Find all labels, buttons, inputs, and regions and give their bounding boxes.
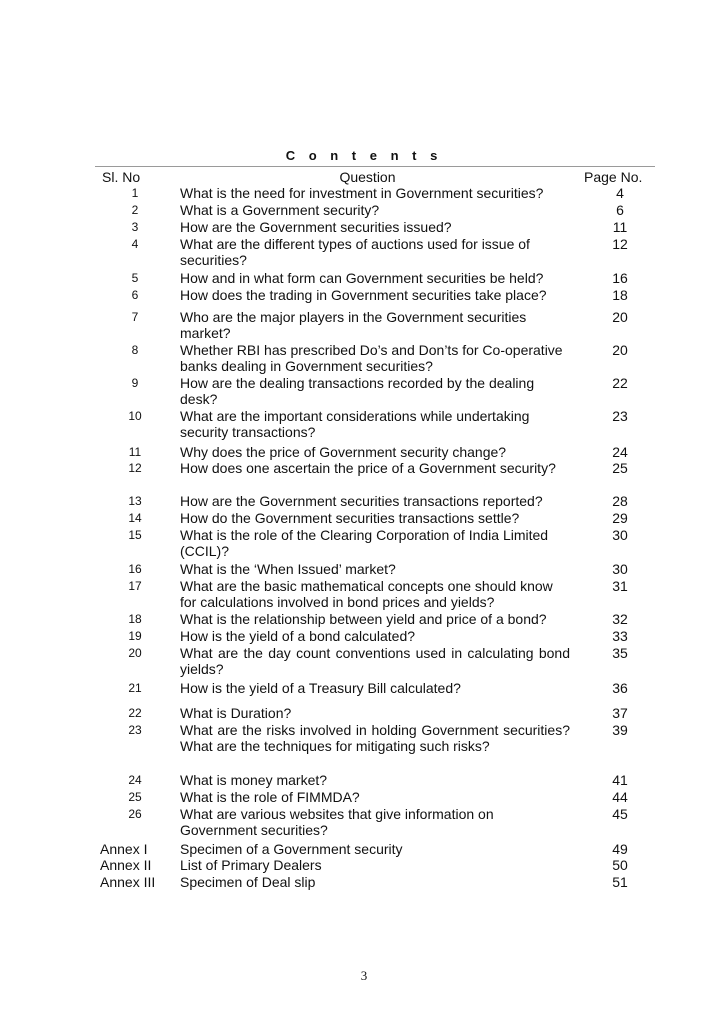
entry-page: 36 — [612, 680, 628, 696]
entry-page: 39 — [612, 722, 628, 738]
entry-page: 25 — [612, 460, 628, 476]
entry-number: 2 — [131, 203, 139, 217]
entry-page: 41 — [612, 772, 628, 788]
entry-number: Annex III — [100, 874, 156, 890]
entry-number: 12 — [128, 461, 142, 475]
entry-question: What are the different types of auctions used for issue of securities? — [180, 236, 530, 268]
entry-number: 4 — [131, 237, 139, 251]
entry-page: 4 — [616, 185, 624, 201]
entry-question: How are the Government securities issued? — [180, 219, 452, 235]
entry-question: How is the yield of a bond calculated? — [180, 628, 416, 644]
entry-question: What are the risks involved in holding Government securities? What are the techniques for mitigating such risks? — [180, 722, 570, 754]
entry-question: How is the yield of a Treasury Bill calculated? — [180, 680, 461, 696]
entry-question: What is money market? — [180, 772, 328, 788]
entry-number: 9 — [131, 376, 139, 390]
entry-number: 20 — [128, 646, 142, 660]
entry-question: How do the Government securities transactions settle? — [180, 510, 520, 526]
entry-question: Specimen of a Government security — [180, 841, 403, 857]
entry-page: 18 — [612, 287, 628, 303]
entry-page: 44 — [612, 789, 628, 805]
entry-question: How does one ascertain the price of a Government security? — [180, 460, 556, 476]
entry-page: 11 — [612, 219, 628, 235]
entry-number: 19 — [128, 629, 142, 643]
page-number: 3 — [360, 968, 368, 983]
entry-page: 50 — [612, 857, 628, 873]
entry-page: 29 — [612, 510, 628, 526]
entry-number: 13 — [128, 494, 142, 508]
entry-question: List of Primary Dealers — [180, 857, 322, 873]
entry-question: What is the role of FIMMDA? — [180, 789, 360, 805]
entry-number: Annex I — [100, 841, 148, 857]
entry-question: What are the important considerations while undertaking security transactions? — [180, 408, 530, 440]
entry-number: 17 — [128, 579, 142, 593]
entry-page: 32 — [612, 611, 628, 627]
entry-page: 20 — [612, 309, 628, 325]
column-header-question: Question — [339, 169, 396, 185]
entry-question: Why does the price of Government security change? — [180, 444, 507, 460]
entry-number: 6 — [131, 288, 139, 302]
entry-number: 15 — [128, 528, 142, 542]
entry-question: What is the need for investment in Government securities? — [180, 185, 544, 201]
entry-number: 8 — [131, 343, 139, 357]
header-rule — [95, 166, 655, 167]
entry-number: 11 — [128, 445, 142, 459]
entry-page: 22 — [612, 375, 628, 391]
entry-page: 30 — [612, 527, 628, 543]
entry-number: 23 — [128, 723, 142, 737]
entry-question: What is a Government security? — [180, 202, 380, 218]
entry-number: 25 — [128, 790, 142, 804]
entry-question: How are the dealing transactions recorded by the dealing desk? — [180, 375, 535, 407]
entry-page: 45 — [612, 806, 628, 822]
entry-number: 24 — [128, 773, 142, 787]
entry-question: Specimen of Deal slip — [180, 874, 316, 890]
entry-page: 49 — [612, 841, 628, 857]
entry-number: 21 — [128, 681, 142, 695]
column-header-sl-no: Sl. No — [102, 169, 141, 185]
entry-page: 51 — [612, 874, 628, 890]
entry-number: 26 — [128, 807, 142, 821]
entry-question: What are the basic mathematical concepts one should know for calculations involved in bond prices and yields? — [180, 578, 553, 610]
entry-number: 3 — [131, 220, 139, 234]
entry-page: 33 — [612, 628, 628, 644]
entry-question: How does the trading in Government securities take place? — [180, 287, 547, 303]
entry-question: What are the day count conventions used in calculating bond yields? — [180, 645, 570, 677]
entry-number: 16 — [128, 562, 142, 576]
column-header-page-no: Page No. — [584, 169, 643, 185]
entry-question: What is Duration? — [180, 705, 292, 721]
entry-number: Annex II — [100, 857, 152, 873]
entry-question: Whether RBI has prescribed Do’s and Don’ts for Co-operative banks dealing in Government securities? — [180, 342, 563, 374]
entry-number: 7 — [131, 310, 139, 324]
entry-page: 16 — [612, 270, 628, 286]
entry-page: 12 — [612, 236, 628, 252]
entry-number: 10 — [128, 409, 142, 423]
entry-question: How and in what form can Government securities be held? — [180, 270, 544, 286]
entry-page: 28 — [612, 493, 628, 509]
entry-page: 35 — [612, 645, 628, 661]
entry-page: 31 — [612, 578, 628, 594]
entry-number: 14 — [128, 511, 142, 525]
entry-question: Who are the major players in the Government securities market? — [180, 309, 527, 341]
entry-number: 5 — [131, 271, 139, 285]
entry-page: 30 — [612, 561, 628, 577]
entry-number: 22 — [128, 706, 142, 720]
entry-page: 20 — [612, 342, 628, 358]
entry-question: What is the relationship between yield and price of a bond? — [180, 611, 547, 627]
entry-question: How are the Government securities transactions reported? — [180, 493, 543, 509]
entry-question: What are various websites that give information on Government securities? — [180, 806, 494, 838]
entry-page: 23 — [612, 408, 628, 424]
contents-title: C o n t e n t s — [285, 148, 443, 163]
entry-question: What is the role of the Clearing Corporation of India Limited (CCIL)? — [180, 527, 549, 559]
entry-number: 1 — [131, 186, 139, 200]
entry-page: 6 — [616, 202, 624, 218]
entry-page: 24 — [612, 444, 628, 460]
entry-number: 18 — [128, 612, 142, 626]
entry-question: What is the ‘When Issued’ market? — [180, 561, 396, 577]
entry-page: 37 — [612, 705, 628, 721]
